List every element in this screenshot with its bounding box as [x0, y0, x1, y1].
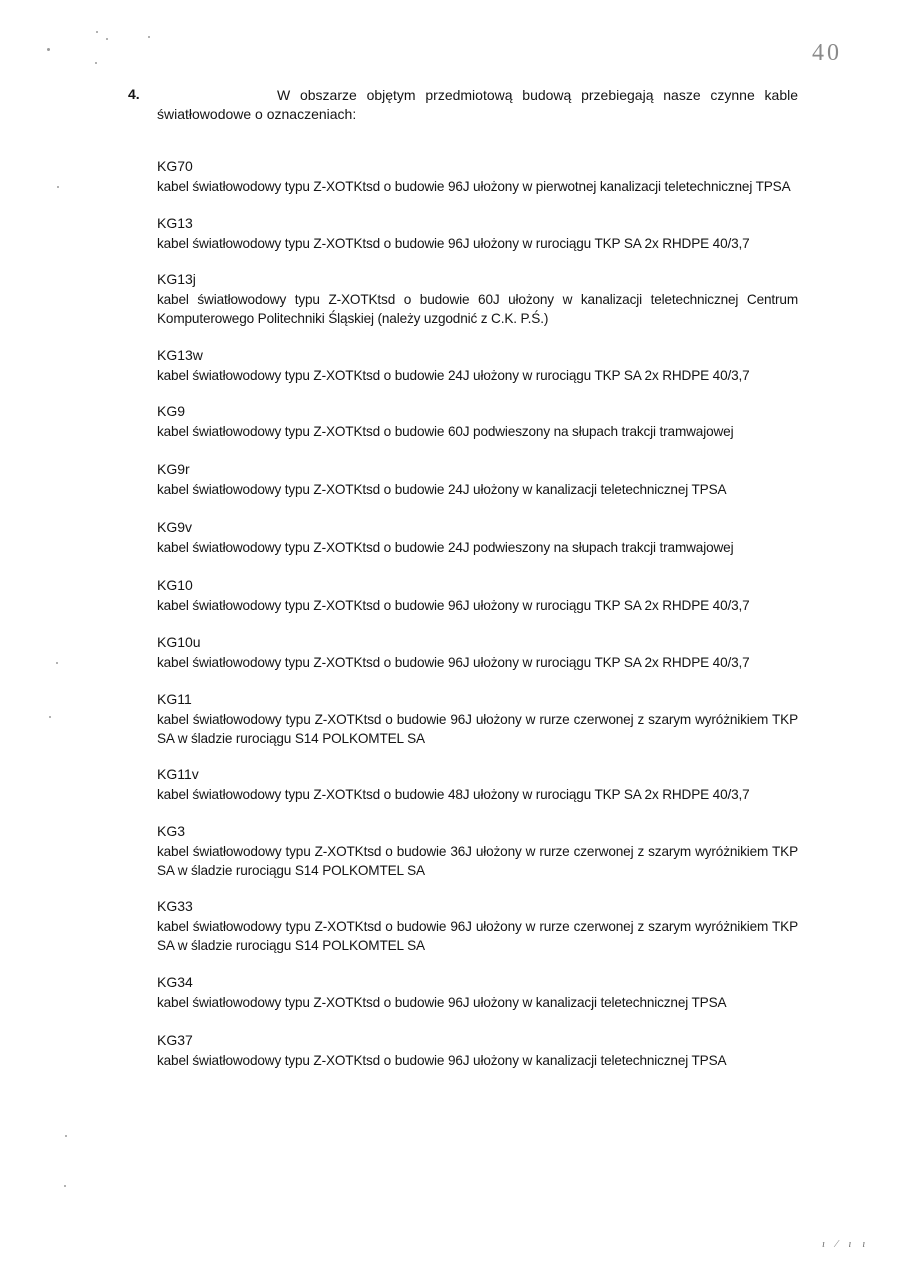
cable-code: KG37 — [157, 1031, 193, 1048]
cable-entry — [157, 765, 798, 804]
cable-description: kabel światłowodowy typu Z-XOTKtsd o budowie 36J ułożony w rurze czerwonej z szarym wyróżnikiem TKP SA w śladzie rurociągu S14 POLKOMTEL SA — [157, 843, 798, 878]
cable-list — [157, 157, 798, 1089]
scan-speck — [47, 48, 50, 51]
scan-speck — [64, 1185, 66, 1187]
cable-code: KG13w — [157, 346, 203, 363]
scan-speck — [96, 31, 98, 33]
cable-entry — [157, 402, 798, 441]
cable-entry — [157, 576, 798, 615]
scan-speck — [148, 36, 150, 38]
cable-code: KG13j — [157, 271, 196, 288]
cable-entry — [157, 270, 798, 328]
scan-speck — [106, 38, 108, 40]
cable-entry — [157, 518, 798, 557]
cable-code: KG10u — [157, 633, 201, 650]
scan-speck — [57, 186, 59, 188]
cable-code: KG10 — [157, 577, 193, 594]
cable-description: kabel światłowodowy typu Z-XOTKtsd o budowie 96J ułożony w kanalizacji teletechnicznej TPSA — [157, 1052, 727, 1068]
cable-code: KG3 — [157, 822, 186, 839]
cable-description: kabel światłowodowy typu Z-XOTKtsd o budowie 96J ułożony w rurociągu TKP SA 2x RHDPE 40/3,7 — [157, 598, 750, 614]
scan-speck — [65, 1135, 67, 1137]
cable-entry — [157, 822, 798, 880]
cable-entry — [157, 346, 798, 385]
cable-code: KG33 — [157, 898, 193, 915]
cable-description: kabel światłowodowy typu Z-XOTKtsd o budowie 24J podwieszony na słupach trakcji tramwajowej — [157, 540, 734, 556]
scan-speck — [56, 662, 58, 664]
cable-description: kabel światłowodowy typu Z-XOTKtsd o budowie 96J ułożony w rurociągu TKP SA 2x RHDPE 40/3,7 — [157, 654, 750, 670]
cable-description: kabel światłowodowy typu Z-XOTKtsd o budowie 96J ułożony w rurze czerwonej z szarym wyróżnikiem TKP SA w śladzie rurociągu S14 POLKOMTEL SA — [157, 711, 798, 746]
cable-entry — [157, 460, 798, 499]
page-number: 40 — [812, 40, 842, 66]
scan-corner-marks: ı ⁄ ı ı — [822, 1238, 870, 1250]
cable-description: kabel światłowodowy typu Z-XOTKtsd o budowie 24J ułożony w kanalizacji teletechnicznej TPSA — [157, 482, 727, 498]
cable-code: KG70 — [157, 158, 193, 174]
intro-paragraph: W obszarze objętym przedmiotową budową przebiegają nasze czynne kable światłowodowe o oznaczeniach: — [157, 87, 798, 122]
cable-description: kabel światłowodowy typu Z-XOTKtsd o budowie 48J ułożony w rurociągu TKP SA 2x RHDPE 40/3,7 — [157, 787, 750, 803]
cable-description: kabel światłowodowy typu Z-XOTKtsd o budowie 24J ułożony w rurociągu TKP SA 2x RHDPE 40/3,7 — [157, 367, 750, 383]
cable-entry — [157, 214, 798, 253]
cable-description: kabel światłowodowy typu Z-XOTKtsd o budowie 96J ułożony w pierwotnej kanalizacji teletechnicznej TPSA — [157, 179, 791, 194]
scan-speck — [49, 716, 51, 718]
cable-entry — [157, 157, 798, 196]
cable-description: kabel światłowodowy typu Z-XOTKtsd o budowie 96J ułożony w rurze czerwonej z szarym wyróżnikiem TKP SA w śladzie rurociągu S14 POLKOMTEL SA — [157, 919, 798, 954]
cable-entry — [157, 897, 798, 955]
cable-code: KG13 — [157, 214, 193, 231]
cable-entry — [157, 690, 798, 748]
cable-code: KG11v — [157, 766, 199, 783]
cable-description: kabel światłowodowy typu Z-XOTKtsd o budowie 96J ułożony w kanalizacji teletechnicznej TPSA — [157, 994, 727, 1010]
cable-code: KG9v — [157, 519, 193, 536]
scan-speck — [95, 62, 97, 64]
cable-code: KG9 — [157, 403, 186, 420]
cable-description: kabel światłowodowy typu Z-XOTKtsd o budowie 60J ułożony w kanalizacji teletechnicznej Centrum Komputerowego Politechniki Śląskiej (należy uzgodnić z C.K. P.Ś.) — [157, 292, 798, 327]
cable-entry — [157, 973, 798, 1012]
cable-code: KG9r — [157, 461, 190, 478]
cable-description: kabel światłowodowy typu Z-XOTKtsd o budowie 60J podwieszony na słupach trakcji tramwajowej — [157, 424, 734, 440]
cable-code: KG11 — [157, 690, 192, 707]
cable-description: kabel światłowodowy typu Z-XOTKtsd o budowie 96J ułożony w rurociągu TKP SA 2x RHDPE 40/3,7 — [157, 235, 750, 251]
item-number: 4. — [128, 86, 140, 102]
cable-code: KG34 — [157, 973, 193, 990]
cable-entry — [157, 1031, 798, 1070]
cable-entry — [157, 633, 798, 672]
